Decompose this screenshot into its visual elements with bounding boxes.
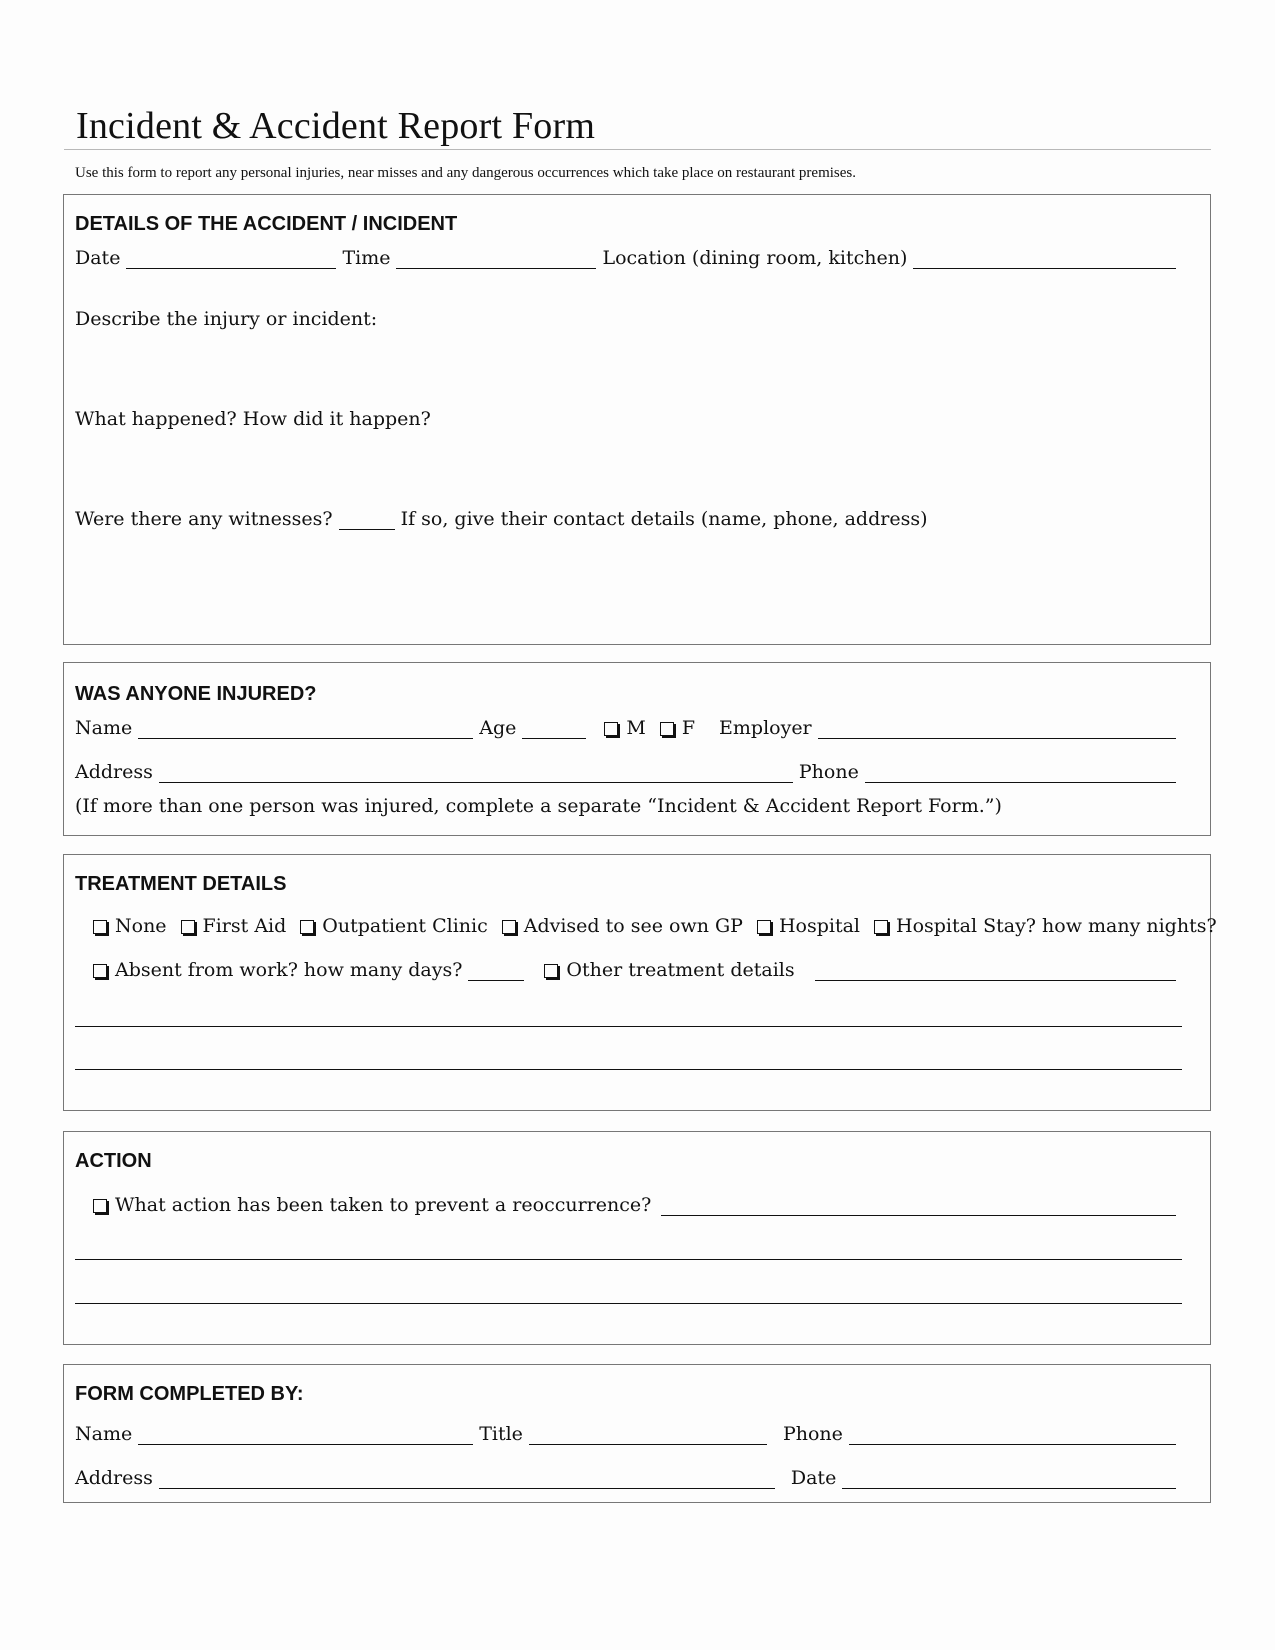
treatment-option-none[interactable] [93,915,167,937]
time-label: Time [342,247,391,269]
title-divider [64,149,1211,150]
age-label: Age [479,717,517,739]
injured-address-row [75,761,1182,783]
treatment-line-1[interactable] [75,1026,1182,1027]
age-field[interactable] [522,720,586,739]
treatment-option-hospital[interactable] [757,915,860,937]
hospital-stay-checkbox[interactable] [874,920,888,934]
witnesses-field[interactable] [339,511,395,530]
hospital-label: Hospital [778,915,861,937]
page-title: Incident & Accident Report Form [76,105,596,147]
completed-by-name-row [75,1423,1182,1445]
completed-by-section [63,1364,1211,1503]
female-option[interactable] [660,717,695,739]
action-heading: ACTION [75,1150,152,1172]
completer-name-field[interactable] [138,1426,473,1445]
male-option[interactable] [604,717,645,739]
date-time-location-row [75,247,1182,269]
employer-field[interactable] [818,720,1176,739]
completer-address-field[interactable] [159,1470,775,1489]
gp-checkbox[interactable] [502,920,516,934]
other-treatment-checkbox[interactable] [544,964,558,978]
outpatient-label: Outpatient Clinic [322,915,488,937]
none-checkbox[interactable] [93,920,107,934]
completer-name-label: Name [75,1423,133,1445]
completer-phone-label: Phone [782,1423,843,1445]
treatment-heading: TREATMENT DETAILS [75,873,287,895]
witnesses-label: Were there any witnesses? [75,508,333,530]
hospital-checkbox[interactable] [757,920,771,934]
completer-phone-field[interactable] [849,1426,1176,1445]
hospital-stay-label: Hospital Stay? how many nights? [896,915,1217,937]
treatment-line-2[interactable] [75,1069,1182,1070]
injured-heading: WAS ANYONE INJURED? [75,683,317,705]
completer-date-field[interactable] [842,1470,1176,1489]
absent-option[interactable] [93,959,462,981]
multiple-injured-note: (If more than one person was injured, complete a separate “Incident & Accident Report Form.”) [75,795,1002,817]
completer-title-label: Title [479,1423,523,1445]
female-label: F [681,717,696,739]
injured-address-label: Address [75,761,153,783]
absent-days-field[interactable] [468,962,524,981]
describe-label: Describe the injury or incident: [75,308,378,330]
employer-label: Employer [719,717,812,739]
injured-phone-field[interactable] [865,764,1176,783]
prevent-checkbox[interactable] [93,1199,107,1213]
location-label: Location (dining room, kitchen) [602,247,908,269]
absent-label: Absent from work? how many days? [115,959,463,981]
first-aid-label: First Aid [202,915,287,937]
injured-section [63,662,1211,836]
prevent-row [93,1194,1182,1216]
injured-name-row [75,717,1182,739]
treatment-option-gp[interactable] [502,915,743,937]
male-label: M [626,717,646,739]
prevent-option[interactable] [93,1194,651,1216]
details-section [63,194,1211,645]
outpatient-checkbox[interactable] [300,920,314,934]
completer-title-field[interactable] [529,1426,767,1445]
injured-name-field[interactable] [138,720,473,739]
completer-date-label: Date [790,1467,837,1489]
treatment-option-hospital-stay[interactable] [874,915,1217,937]
injured-address-field[interactable] [159,764,793,783]
intro-text: Use this form to report any personal injuries, near misses and any dangerous occurrences which take place on restaurant premises. [75,165,856,181]
details-heading: DETAILS OF THE ACCIDENT / INCIDENT [75,213,458,235]
female-checkbox[interactable] [660,722,674,736]
other-treatment-field[interactable] [815,962,1176,981]
other-treatment-label: Other treatment details [566,959,795,981]
completed-by-address-row [75,1467,1182,1489]
action-line-1[interactable] [75,1259,1182,1260]
treatment-option-first-aid[interactable] [181,915,287,937]
prevent-label: What action has been taken to prevent a reoccurrence? [115,1194,652,1216]
injured-phone-label: Phone [798,761,859,783]
completer-address-label: Address [75,1467,153,1489]
date-label: Date [75,247,121,269]
completed-by-heading: FORM COMPLETED BY: [75,1383,304,1405]
prevent-field[interactable] [661,1197,1176,1216]
other-treatment-option[interactable] [544,959,794,981]
treatment-section [63,854,1217,1111]
injured-name-label: Name [75,717,133,739]
witness-contact-label: If so, give their contact details (name, phone, address) [400,508,928,530]
action-line-2[interactable] [75,1303,1182,1304]
location-field[interactable] [913,250,1176,269]
absent-checkbox[interactable] [93,964,107,978]
none-label: None [115,915,167,937]
first-aid-checkbox[interactable] [181,920,195,934]
gp-label: Advised to see own GP [523,915,743,937]
action-section [63,1131,1211,1345]
absent-row [93,959,1182,981]
treatment-options-row [93,915,1217,937]
date-field[interactable] [126,250,336,269]
what-happened-label: What happened? How did it happen? [75,408,431,430]
treatment-option-outpatient[interactable] [300,915,487,937]
time-field[interactable] [396,250,596,269]
male-checkbox[interactable] [604,722,618,736]
witnesses-row [75,508,928,530]
